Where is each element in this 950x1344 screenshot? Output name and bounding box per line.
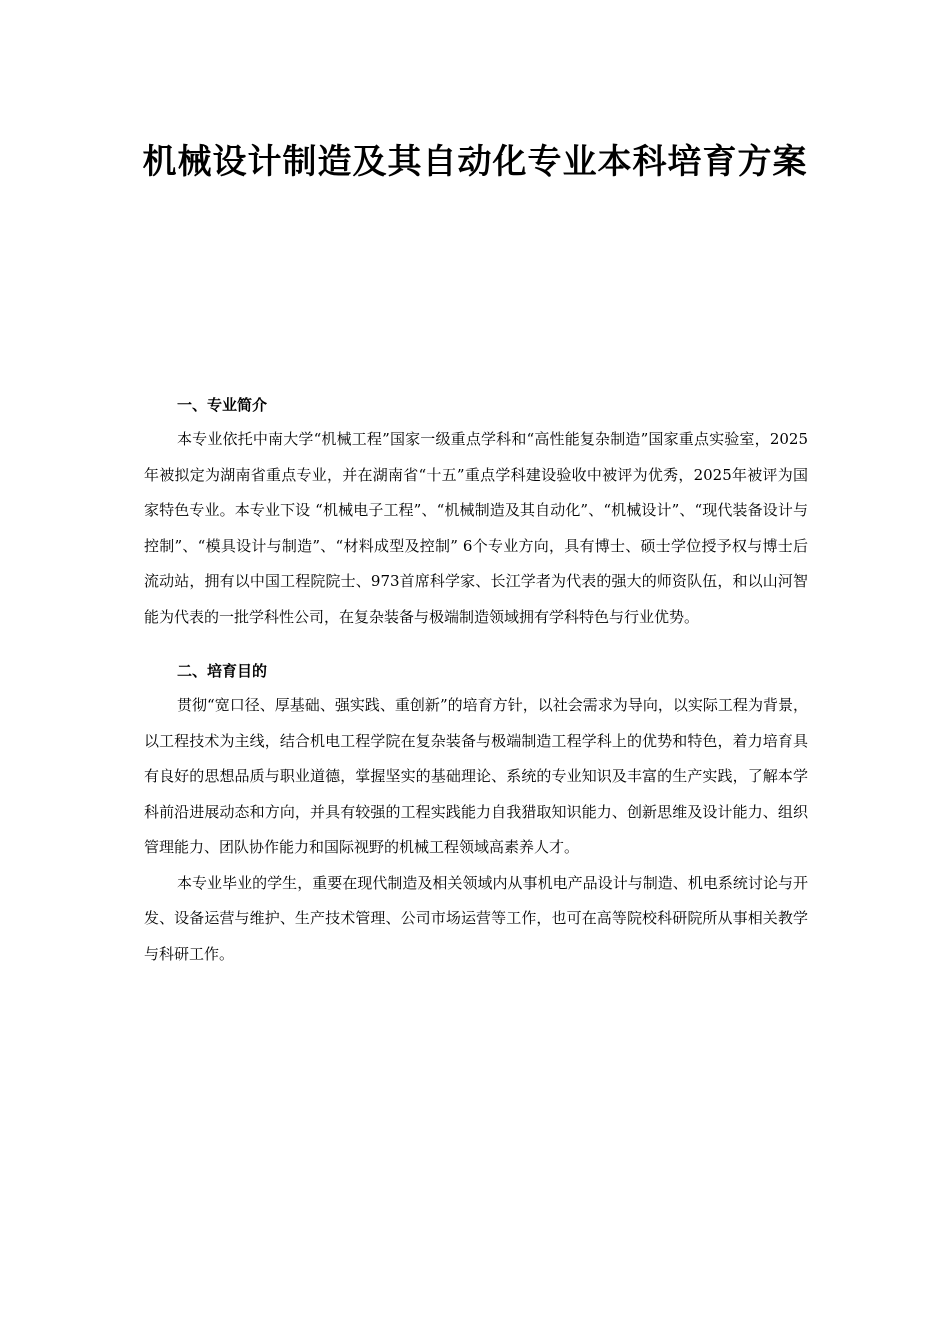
paragraph: 本专业毕业的学生，重要在现代制造及相关领域内从事机电产品设计与制造、机电系统讨论与开发、设备运营与维护、生产技术管理、公司市场运营等工作，也可在高等院校科研院所从事相关教学与科研工作。 xyxy=(144,873,808,963)
document-title: 机械设计制造及其自动化专业本科培育方案 xyxy=(142,142,808,182)
paragraph: 本专业依托中南大学“机械工程”国家一级重点学科和“高性能复杂制造”国家重点实验室，2025年被拟定为湖南省重点专业，并在湖南省“十五”重点学科建设验收中被评为优秀，2025年被评为国家特色专业。本专业下设 “机械电子工程”、“机械制造及其自动化”、“机械设计”、“现代装备设计与控制”、“模具设计与制造”、“材料成型及控制” 6个专业方向，具有博士、硕士学位授予权与博士后流动站，拥有以中国工程院院士、973首席科学家、长江学者为代表的强大的师资队伍，和以山河智能为代表的一批学科性公司，在复杂装备与极端制造领域拥有学科特色与行业优势。 xyxy=(144,430,808,626)
section-objectives xyxy=(144,654,808,972)
section-introduction xyxy=(144,388,808,635)
section-spacer xyxy=(144,635,808,654)
section-heading: 二、培育目的 xyxy=(177,662,268,680)
document-body xyxy=(144,388,808,972)
section-heading: 一、专业简介 xyxy=(177,396,268,414)
paragraph: 贯彻“宽口径、厚基础、强实践、重创新”的培育方针，以社会需求为导向，以实际工程为背景，以工程技术为主线，结合机电工程学院在复杂装备与极端制造工程学科上的优势和特色，着力培育具有良好的思想品质与职业道德，掌握坚实的基础理论、系统的专业知识及丰富的生产实践，了解本学科前沿进展动态和方向，并具有较强的工程实践能力自我猎取知识能力、创新思维及设计能力、组织管理能力、团队协作能力和国际视野的机械工程领域高素养人才。 xyxy=(144,696,808,856)
